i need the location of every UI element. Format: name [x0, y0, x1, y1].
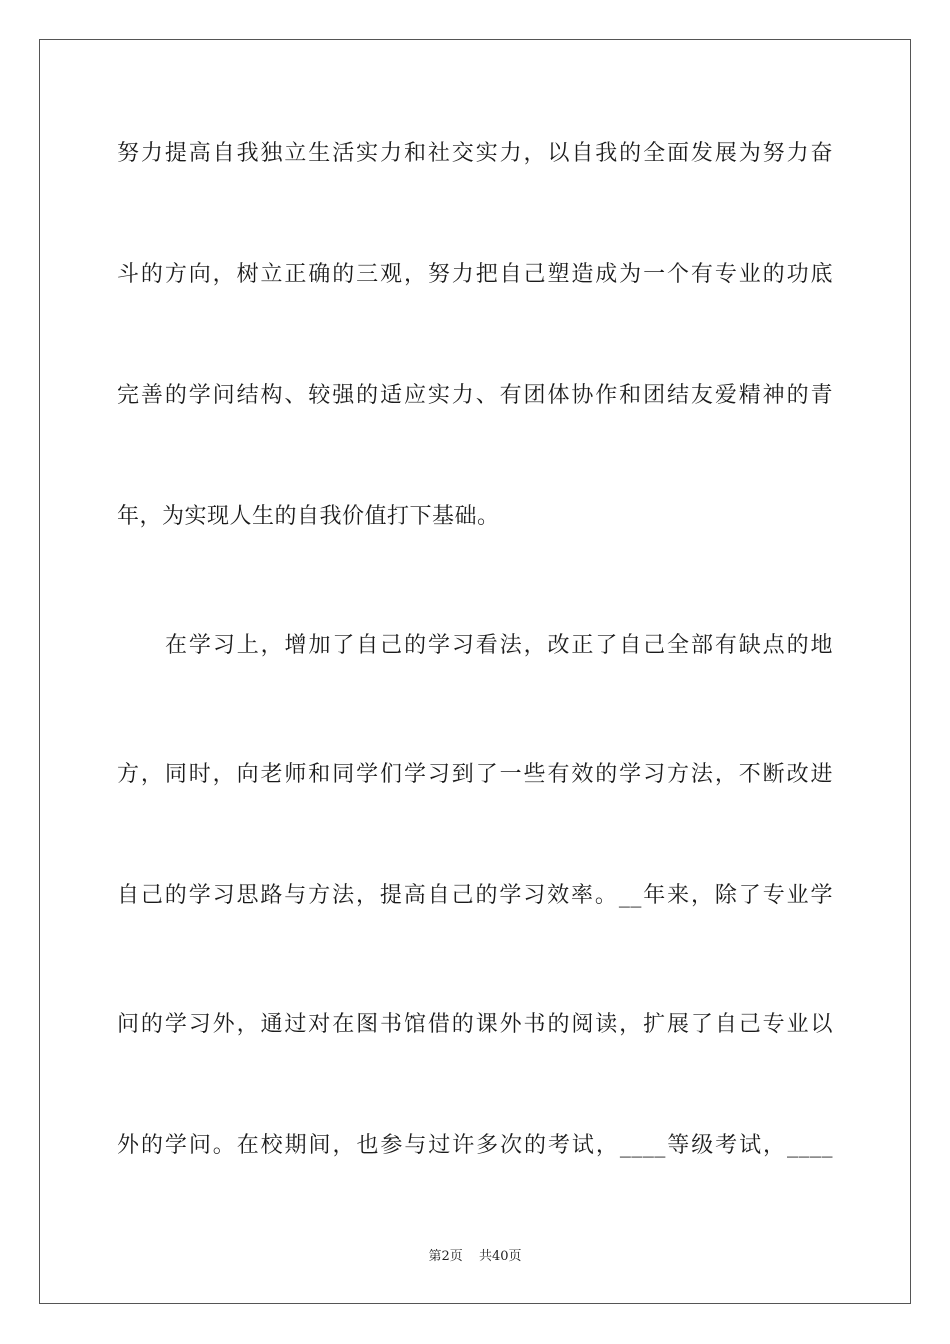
page-total: 共40页 — [478, 1249, 522, 1264]
text-line: 努力提高自我独立生活实力和社交实力，以自我的全面发展为努力奋 — [117, 141, 833, 166]
text-line: 年，为实现人生的自我价值打下基础。 — [117, 504, 500, 529]
text-line: 外的学问。在校期间，也参与过许多次的考试，____等级考试，____ — [117, 1133, 833, 1158]
page-frame — [39, 39, 911, 1304]
page-footer — [0, 1248, 950, 1266]
text-line: 自己的学习思路与方法，提高自己的学习效率。__年来，除了专业学 — [117, 883, 833, 908]
text-line: 完善的学问结构、较强的适应实力、有团体协作和团结友爱精神的青 — [117, 383, 833, 408]
text-line: 在学习上，增加了自己的学习看法，改正了自己全部有缺点的地 — [165, 633, 833, 658]
page-number: 第2页 — [428, 1249, 463, 1264]
text-line: 问的学习外，通过对在图书馆借的课外书的阅读，扩展了自己专业以 — [117, 1012, 833, 1037]
text-line: 方，同时，向老师和同学们学习到了一些有效的学习方法，不断改进 — [117, 762, 833, 787]
text-line: 斗的方向，树立正确的三观，努力把自己塑造成为一个有专业的功底 — [117, 262, 833, 287]
